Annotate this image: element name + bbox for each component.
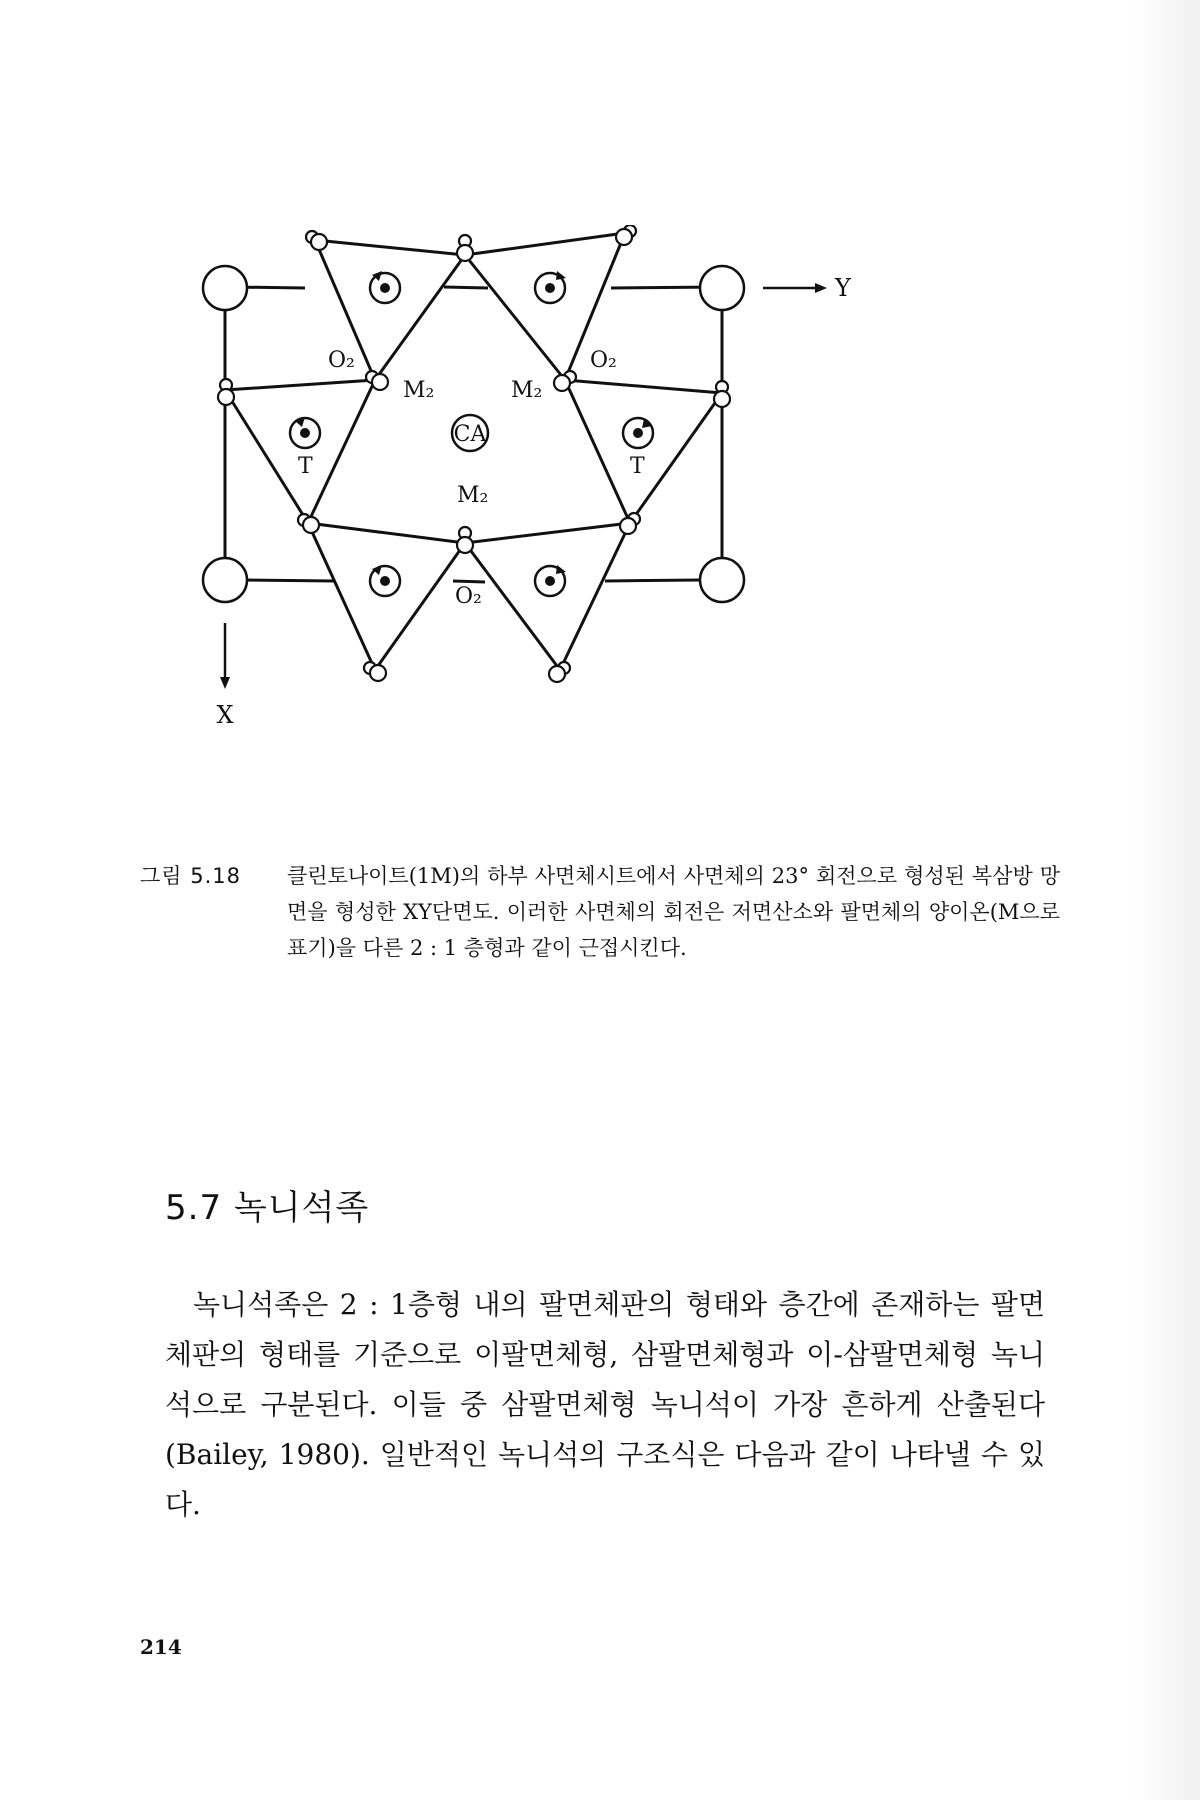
inner-line-bottom bbox=[453, 581, 485, 582]
label-o2-bottom: O₂ bbox=[455, 584, 482, 609]
frame-line-bottom-right bbox=[605, 580, 700, 581]
page-number: 214 bbox=[140, 1635, 182, 1659]
label-ca: CA bbox=[453, 422, 487, 447]
structure-diagram bbox=[200, 225, 990, 835]
tetrahedron-right bbox=[565, 380, 722, 523]
figure-caption-text: 클린토나이트(1M)의 하부 사면체시트에서 사면체의 23° 회전으로 형성된 복삼방 망면을 형성한 XY단면도. 이러한 사면체의 회전은 저면산소와 팔면체의 양이온(M으로 표기)을 다른 2 : 1 층형과 같이 근접시킨다. bbox=[287, 864, 1060, 960]
y-axis-label: Y bbox=[835, 274, 851, 302]
frame-line-bottom-left bbox=[242, 580, 335, 581]
label-m2-bottom: M₂ bbox=[457, 483, 489, 508]
figure-caption-label: 그림 5.18 bbox=[140, 864, 242, 888]
label-o2-upper-left: O₂ bbox=[328, 348, 355, 373]
y-axis-arrowhead bbox=[815, 283, 827, 293]
x-axis-label: X bbox=[216, 701, 234, 729]
label-m2-left: M₂ bbox=[403, 378, 435, 403]
label-m2-right: M₂ bbox=[511, 378, 543, 403]
section-heading: 5.7 녹니석족 bbox=[165, 1188, 370, 1228]
page-edge-shadow bbox=[1130, 0, 1200, 1800]
inner-line-top bbox=[444, 287, 488, 288]
clintonite-structure-figure bbox=[200, 225, 990, 835]
label-o2-upper-right: O₂ bbox=[590, 348, 617, 373]
body-paragraph: 녹니석족은 2 : 1층형 내의 팔면체판의 형태와 층간에 존재하는 팔면체판의 형태를 기준으로 이팔면체형, 삼팔면체형과 이-삼팔면체형 녹니석으로 구분된다. 이들 중 삼팔면체형 녹니석이 가장 흔하게 산출된다(Bailey, 1980). 일반적인 녹니석의 구조식은 다음과 같이 나타낼 수 있다. bbox=[165, 1288, 1045, 1521]
label-t-right: T bbox=[630, 454, 645, 479]
interlayer-cation-bottom-right bbox=[700, 558, 744, 602]
interlayer-cation-top-right bbox=[700, 266, 744, 310]
label-t-left: T bbox=[298, 454, 313, 479]
x-axis-arrowhead bbox=[220, 677, 230, 689]
interlayer-cation-top-left bbox=[203, 266, 247, 310]
tetrahedron-left bbox=[225, 380, 375, 523]
figure-caption bbox=[140, 858, 1060, 966]
interlayer-cation-bottom-left bbox=[203, 558, 247, 602]
